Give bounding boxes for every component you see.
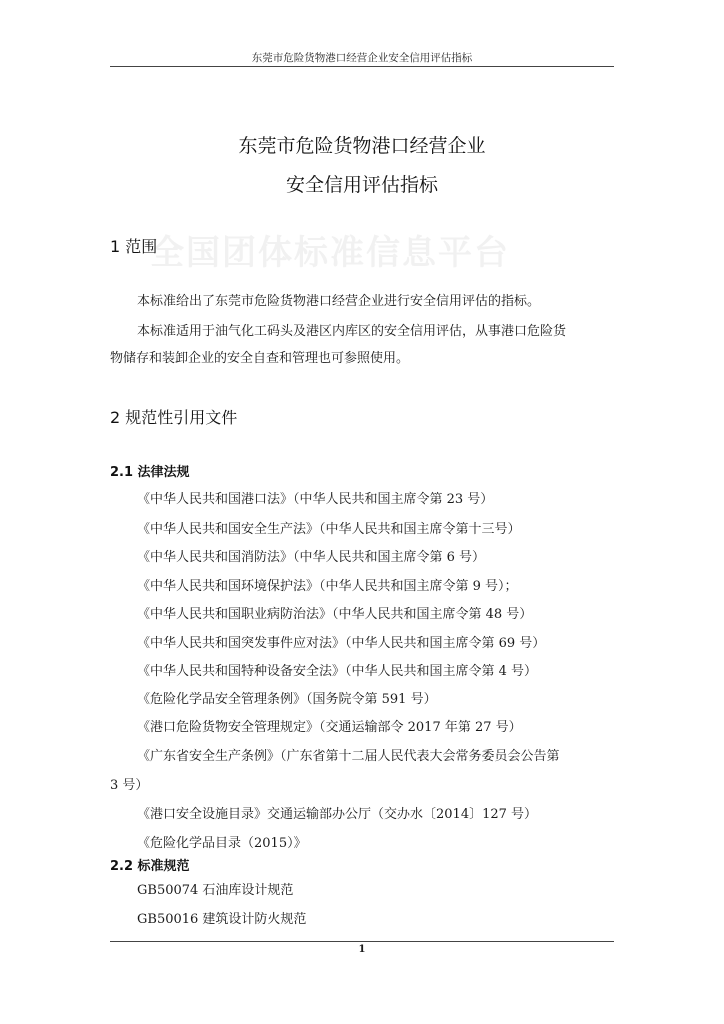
law-item: 《中华人民共和国安全生产法》（中华人民共和国主席令第十三号）: [137, 522, 521, 537]
law-item-continuation: 3 号）: [110, 778, 149, 793]
law-item: 《广东省安全生产条例》（广东省第十二届人民代表大会常务委员会公告第: [137, 749, 560, 764]
section-2-2-heading: 2.2 标准规范: [110, 859, 190, 874]
footer-rule: [110, 941, 614, 942]
watermark: 全国团体标准信息平台: [150, 233, 510, 273]
law-item: 《中华人民共和国职业病防治法》（中华人民共和国主席令第 48 号）: [137, 607, 533, 622]
section-2-1-heading: 2.1 法律法规: [110, 465, 190, 480]
law-item: 《危险化学品目录（2015）》: [137, 836, 307, 851]
law-item: 《中华人民共和国特种设备安全法》（中华人民共和国主席令第 4 号）: [137, 664, 538, 679]
page-number: 1: [358, 944, 366, 955]
standard-item: GB50074 石油库设计规范: [137, 883, 294, 898]
running-header: 东莞市危险货物港口经营企业安全信用评估指标: [251, 52, 473, 64]
law-item: 《危险化学品安全管理条例》（国务院令第 591 号）: [137, 692, 437, 707]
law-item: 《港口安全设施目录》交通运输部办公厅（交办水〔2014〕127 号）: [137, 807, 538, 822]
law-item: 《港口危险货物安全管理规定》（交通运输部令 2017 年第 27 号）: [137, 720, 522, 735]
document-title-line-1: 东莞市危险货物港口经营企业: [238, 135, 486, 157]
section-1-paragraph-2-line-2: 物储存和装卸企业的安全自查和管理也可参照使用。: [110, 351, 410, 366]
section-2-heading: 2 规范性引用文件: [110, 408, 238, 427]
law-item: 《中华人民共和国消防法》（中华人民共和国主席令第 6 号）: [137, 550, 486, 565]
document-title-line-2: 安全信用评估指标: [285, 174, 438, 196]
header-rule: [110, 66, 614, 67]
standard-item: GB50016 建筑设计防火规范: [137, 912, 307, 927]
law-item: 《中华人民共和国环境保护法》（中华人民共和国主席令第 9 号）；: [137, 579, 518, 594]
section-1-paragraph-1: 本标准给出了东莞市危险货物港口经营企业进行安全信用评估的指标。: [137, 294, 541, 309]
section-1-heading: 1 范围: [110, 237, 158, 256]
law-item: 《中华人民共和国港口法》（中华人民共和国主席令第 23 号）: [137, 492, 494, 507]
law-item: 《中华人民共和国突发事件应对法》（中华人民共和国主席令第 69 号）: [137, 636, 546, 651]
section-1-paragraph-2-line-1: 本标准适用于油气化工码头及港区内库区的安全信用评估，从事港口危险货: [137, 324, 567, 339]
